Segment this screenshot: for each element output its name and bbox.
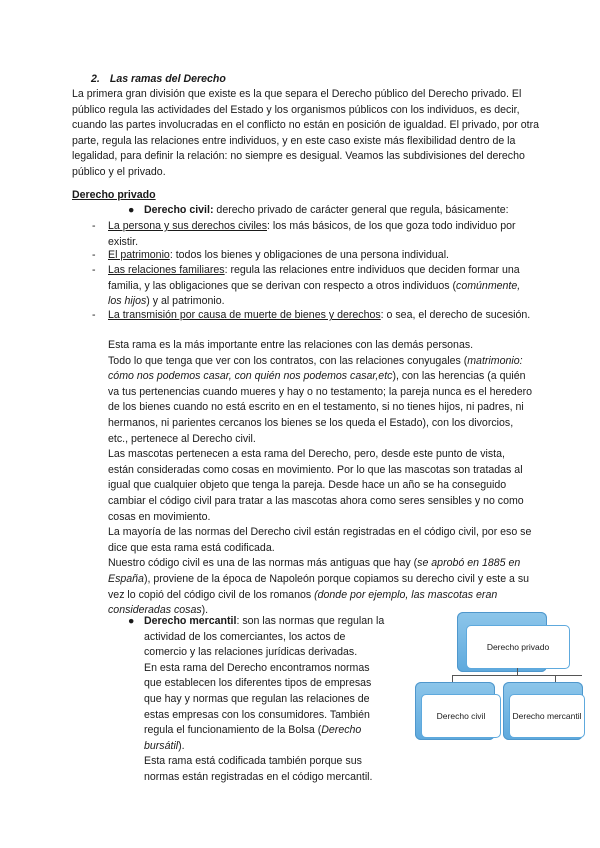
civil-paragraph: La mayoría de las normas del Derecho civil están registradas en el código civil, por eso se dice que esta rama está codificada. xyxy=(108,526,532,554)
heading-title: Las ramas del Derecho xyxy=(109,73,226,85)
civil-item-term: La persona y sus derechos civiles xyxy=(108,220,267,232)
civil-item-text: : o sea, el derecho de sucesión. xyxy=(380,309,531,321)
civil-item-text: : todos los bienes y obligaciones de una persona individual. xyxy=(169,249,449,261)
civil-paragraph xyxy=(108,354,533,448)
bullet-dot-icon: ● xyxy=(128,615,135,627)
mercantil-paragraph: Esta rama está codificada también porque sus normas están registradas en el código mercantil. xyxy=(144,755,373,783)
text-run: Todo lo que tenga que ver con los contratos, con las relaciones conyugales ( xyxy=(108,354,468,367)
text-run: ). xyxy=(178,739,185,752)
hierarchy-diagram xyxy=(415,612,585,742)
text-run-italic: se aprobó en 1885 en España xyxy=(108,557,521,585)
civil-paragraph xyxy=(108,556,533,618)
diagram-right-label: Derecho mercantil xyxy=(509,694,585,738)
bullet-dot-icon: ● xyxy=(128,204,135,216)
dash-icon: - xyxy=(92,264,96,276)
mercantil-paragraph xyxy=(144,661,389,755)
text-run: Nuestro código civil es una de las normas más antiguas que hay ( xyxy=(108,557,418,570)
civil-item-text: : regula las relaciones entre individuos que deciden formar una familia, y las obligaciones que se derivan con respecto a otros individuos ( xyxy=(108,264,520,292)
civil-item-term: Las relaciones familiares xyxy=(108,264,225,276)
civil-paragraph: Las mascotas pertenecen a esta rama del Derecho, pero, desde este punto de vista, están consideradas como cosas en movimiento. Por lo que las mascotas son tratadas al igual que cualquier objeto que tenga la pareja. Desde hace un año se ha conseguido cambiar el código civil para tratar a las mascotas ahora como seres sensibles y no como cosas en movimiento. xyxy=(108,448,524,523)
text-run-italic: Derecho bursátil xyxy=(144,724,362,752)
text-run: En esta rama del Derecho encontramos normas que establecen los diferentes tipos de empresas que hay y normas que regulan las relaciones de estas empresas con los consumidores. También regula el funcionamiento de la Bolsa ( xyxy=(144,661,372,737)
text-run: ), con las herencias (a quién va tus pertenencias cuando mueres y hay o no testamento; la pareja nunca es el heredero de los bienes cuando no está escrito en en el testamento, si no tienes hijos, ni padres, ni hermanos, ni parientes cercanos los bienes se los queda el Estado), con los divorcios, etc., pertenece al Derecho civil. xyxy=(108,370,533,445)
intro-paragraph: La primera gran división que existe es la que separa el Derecho público del Derecho privado. El público regula las actividades del Estado y los organismos públicos con los individuos, es decir, cuando las partes involucradas en el conflicto no están en posición de igualdad. El privado, por otra parte, regula las relaciones entre individuos, y en este caso existe más flexibilidad dentro de la legalidad, para definir la relación: no siempre es desigual. Veamos las subdivisiones del derecho público y el privado. xyxy=(72,88,540,178)
diagram-left-label: Derecho civil xyxy=(421,694,501,738)
heading-number: 2. xyxy=(91,73,100,85)
civil-item-text: : los más básicos, de los que goza todo individuo por existir. xyxy=(108,220,516,248)
mercantil-definition xyxy=(144,614,389,661)
civil-item-term: La transmisión por causa de muerte de bienes y derechos xyxy=(108,309,381,321)
text-run-italic: matrimonio: cómo nos podemos casar, con quién nos podemos casar,etc xyxy=(108,354,523,383)
civil-item xyxy=(92,219,533,250)
civil-paragraph: Esta rama es la más importante entre las relaciones con las demás personas. xyxy=(108,339,474,351)
text-run: ), proviene de la época de Napoleón porque copiamos su derecho civil y este a su vez lo copió del código civil de los romanos xyxy=(108,572,530,601)
mercantil-term: Derecho mercantil xyxy=(144,615,237,627)
civil-item-term: El patrimonio xyxy=(108,249,170,261)
civil-item xyxy=(92,308,533,324)
section-heading xyxy=(91,72,226,88)
text-run: ). xyxy=(201,604,209,617)
text-run-italic: (donde por ejemplo, las mascotas eran consideradas cosas xyxy=(108,588,498,617)
text-run: : son las normas que regulan la actividad de los comerciantes, los actos de comercio y las relaciones jurídicas derivadas. xyxy=(144,615,385,659)
dash-icon: - xyxy=(92,309,96,321)
civil-bullet xyxy=(128,203,544,219)
subsection-title: Derecho privado xyxy=(72,189,156,201)
civil-term: Derecho civil: xyxy=(144,204,214,216)
civil-item xyxy=(92,263,533,310)
dash-icon: - xyxy=(92,220,96,232)
civil-item xyxy=(92,248,533,264)
civil-definition: derecho privado de carácter general que regula, básicamente: xyxy=(213,204,509,216)
mercantil-bullet xyxy=(128,614,389,786)
dash-icon: - xyxy=(92,249,96,261)
civil-body xyxy=(108,338,533,619)
civil-item-tail: ) y al patrimonio. xyxy=(146,295,225,308)
diagram-root-label: Derecho privado xyxy=(466,625,570,669)
diagram-connector xyxy=(452,675,582,676)
civil-item-italic: comúnmente, los hijos xyxy=(108,279,521,308)
